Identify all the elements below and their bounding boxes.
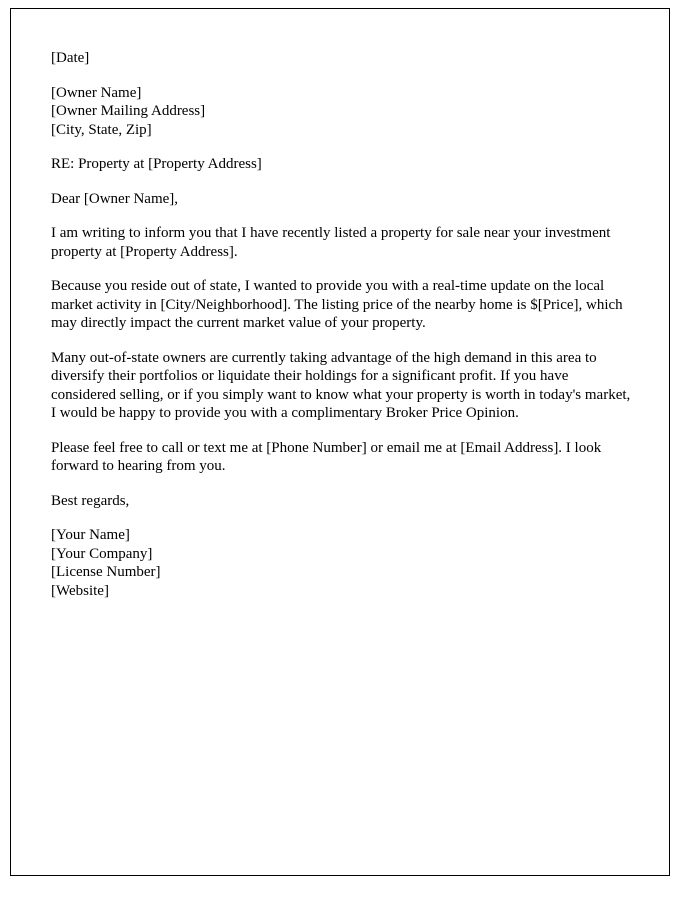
salutation-block [51, 190, 635, 209]
owner-name-line: [Owner Name] [51, 84, 142, 101]
subject-line: RE: Property at [Property Address] [51, 156, 262, 172]
signature-name-line: [Your Name] [51, 527, 130, 543]
signature-license-line: [License Number] [51, 564, 161, 580]
date-block [51, 49, 635, 68]
body-paragraph-2: Because you reside out of state, I wanted to provide you with a real-time update on the local market activity in [City/Neighborhood]. The listing price of the nearby home is $[Price], which may directly impact the current market value of your property. [51, 278, 623, 331]
owner-mailing-address-line: [Owner Mailing Address] [51, 103, 206, 119]
letter-page [10, 8, 670, 876]
body-paragraph-3: Many out-of-state owners are currently taking advantage of the high demand in this area to diversify their portfolios or liquidate their holdings for a significant profit. If you have considered selling, or if you simply want to know what your property is worth in today's market, I would be happy to provide you with a complimentary Broker Price Opinion. [51, 349, 631, 421]
owner-city-state-zip-line: [City, State, Zip] [51, 121, 152, 138]
signature-website-line: [Website] [51, 582, 109, 599]
recipient-address-block [51, 84, 635, 140]
body-paragraph-4: Please feel free to call or text me at [Phone Number] or email me at [Email Address]. I look forward to hearing from you. [51, 439, 602, 474]
signature-company-line: [Your Company] [51, 545, 153, 562]
date-placeholder: [Date] [51, 50, 90, 66]
signature-block [51, 526, 635, 600]
closing-block [51, 492, 635, 511]
closing-line: Best regards, [51, 492, 130, 509]
salutation-line: Dear [Owner Name], [51, 190, 179, 207]
body-paragraph-1: I am writing to inform you that I have recently listed a property for sale near your investment property at [Property Address]. [51, 225, 611, 260]
subject-block [51, 155, 635, 174]
